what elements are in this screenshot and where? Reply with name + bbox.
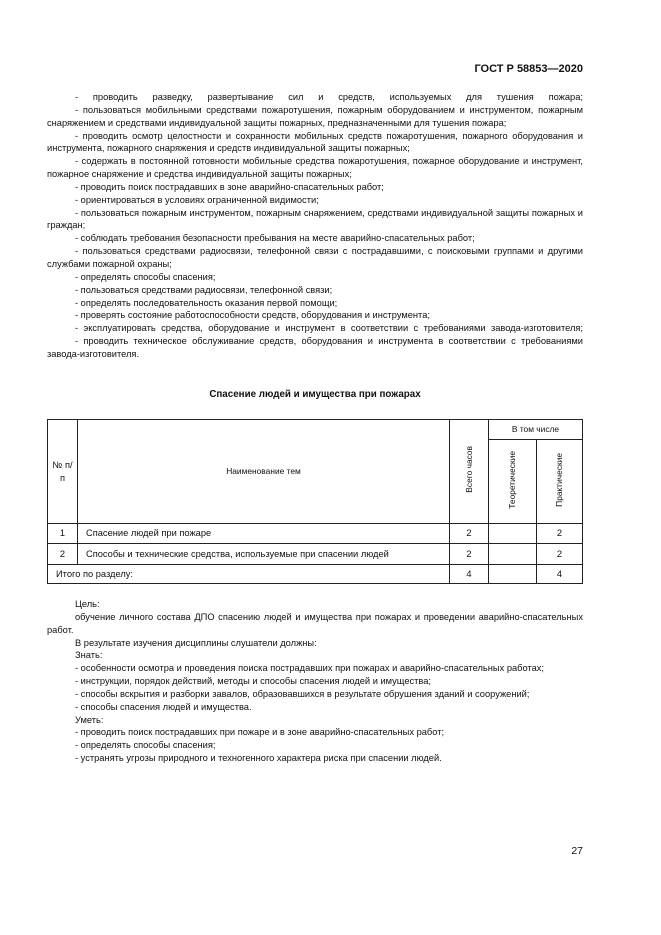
topics-table [47, 419, 583, 584]
header-practice: Практические [537, 440, 583, 524]
goal-label: Цель: [75, 599, 100, 609]
list-item: - особенности осмотра и проведения поиска пострадавших при пожарах и аварийно-спасательных работах; [75, 663, 545, 674]
can-label: Уметь: [75, 714, 104, 725]
list-item: - пользоваться пожарным инструментом, пожарным снаряжением, средствами индивидуальной защиты пожарных и граждан; [47, 207, 583, 231]
list-item: - проводить техническое обслуживание средств, оборудования и инструмента в соответствии с требованиями завода-изготовителя. [47, 336, 583, 359]
list-item: - инструкции, порядок действий, методы и способы спасения людей и имущества; [75, 676, 432, 687]
goal-block [47, 598, 583, 765]
list-item: - определять последовательность оказания первой помощи; [75, 297, 338, 308]
goal-text: обучение личного состава ДПО спасению людей и имущества при пожарах и проведении аварийно-спасательных работ. [47, 611, 583, 635]
header-theory: Теоретические [489, 440, 537, 524]
table-row: 1 Спасение людей при пожаре 2 2 [48, 524, 583, 544]
list-item: - проверять состояние работоспособности средств, оборудования и инструмента; [75, 310, 430, 321]
table-total-row: Итого по разделу: 4 4 [48, 565, 583, 584]
header-topic-name: Наименование тем [78, 420, 450, 524]
list-item: - пользоваться средствами радиосвязи, телефонной связи с пострадавшими, с поисковыми группами и другими службами пожарной охраны; [47, 246, 583, 269]
standard-number: ГОСТ Р 58853—2020 [474, 63, 583, 75]
list-item: - определять способы спасения; [75, 271, 216, 282]
know-label: Знать: [75, 650, 103, 661]
list-item: - проводить поиск пострадавших при пожаре и в зоне аварийно-спасательных работ; [75, 727, 445, 738]
list-item: - соблюдать требования безопасности пребывания на месте аварийно-спасательных работ; [75, 233, 475, 244]
header-num: № п/п [48, 420, 78, 524]
list-item: - способы спасения людей и имущества. [75, 701, 252, 712]
list-item: - пользоваться средствами радиосвязи, телефонной связи; [75, 284, 333, 295]
list-item: - устранять угрозы природного и техногенного характера риска при спасении людей. [75, 753, 442, 764]
list-item: - определять способы спасения; [75, 740, 216, 751]
list-item: - ориентироваться в условиях ограниченной видимости; [75, 194, 319, 205]
list-item: - эксплуатировать средства, оборудование и инструмент в соответствии с требованиями завода-изготовителя; [75, 323, 583, 334]
list-item: - способы вскрытия и разборки завалов, образовавшихся в результате обрушения зданий и сооружений; [75, 688, 530, 699]
list-item: - проводить осмотр целостности и сохранности мобильных средств пожаротушения, пожарного оборудования и инструмента, пожарного снаряжения и средств индивидуальной защиты пожарных; [47, 130, 583, 154]
list-item: - проводить поиск пострадавших в зоне аварийно-спасательных работ; [75, 181, 384, 192]
result-intro: В результате изучения дисциплины слушатели должны: [75, 637, 317, 648]
table-row: 2 Способы и технические средства, используемые при спасении людей 2 2 [48, 544, 583, 565]
page-number: 27 [571, 845, 583, 857]
header-total-hours: Всего часов [450, 420, 489, 524]
list-item: - содержать в постоянной готовности мобильные средства пожаротушения, пожарное оборудование и инструмент, пожарное снаряжение и средства индивидуальной защиты пожарных; [47, 156, 583, 180]
section-title: Спасение людей и имущества при пожарах [209, 389, 421, 400]
header-including: В том числе [489, 420, 583, 440]
list-item: - пользоваться мобильными средствами пожаротушения, пожарным оборудованием и инструментом, пожарным снаряжением и средствами индивидуальной защиты пожарных, предназначенными для тушения пожара; [47, 104, 583, 128]
skills-list [47, 91, 583, 361]
list-item: - проводить разведку, развертывание сил и средств, используемых для тушения пожара; [75, 92, 583, 102]
